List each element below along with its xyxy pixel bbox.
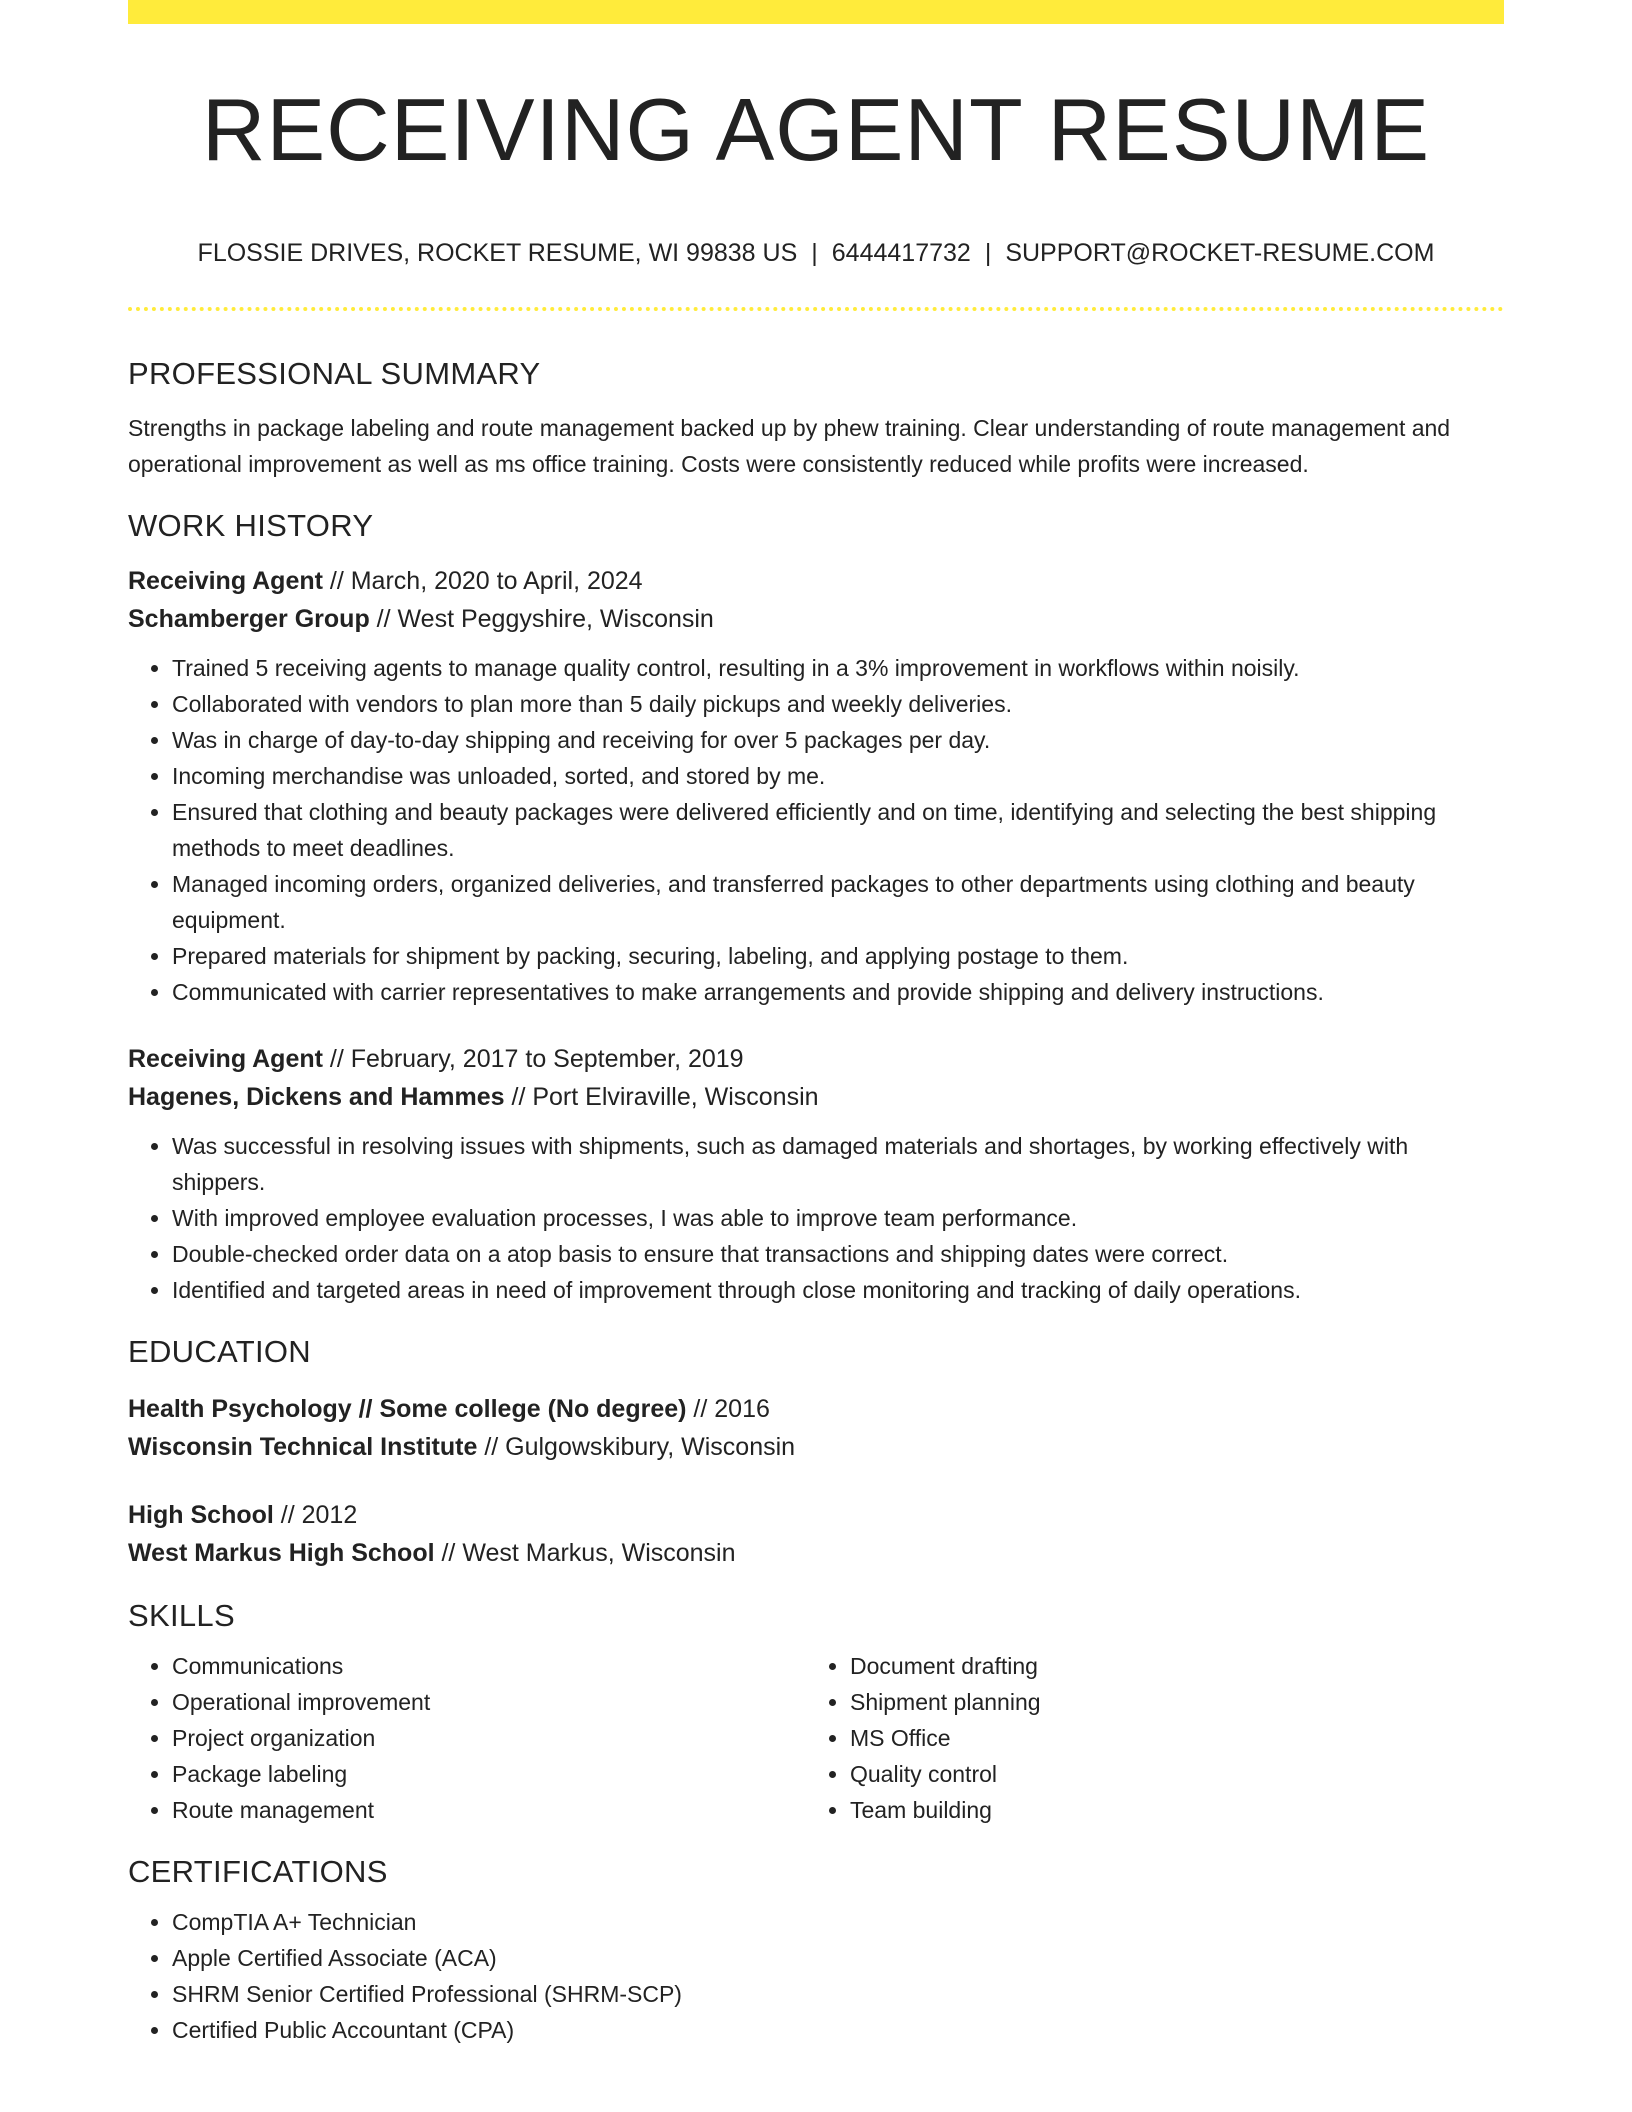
education-entry <box>128 1390 1504 1466</box>
education-degree-line <box>128 1390 1504 1428</box>
job-bullet: • With improved employee evaluation processes, I was able to improve team performance. <box>172 1200 1504 1236</box>
education-degree-line <box>128 1496 1504 1534</box>
job-bullet: • Ensured that clothing and beauty packages were delivered efficiently and on time, identifying and selecting the best shipping methods to meet deadlines. <box>172 794 1504 866</box>
skill-item: • Project organization <box>172 1720 806 1756</box>
job-bullet: • Was successful in resolving issues with shipments, such as damaged materials and shortages, by working effectively with shippers. <box>172 1128 1504 1200</box>
certifications-list <box>128 1904 1504 2048</box>
skill-item: • MS Office <box>850 1720 1484 1756</box>
job-entry <box>128 562 1504 1010</box>
job-bullet: • Incoming merchandise was unloaded, sorted, and stored by me. <box>172 758 1504 794</box>
skill-item: • Operational improvement <box>172 1684 806 1720</box>
job-dates: // March, 2020 to April, 2024 <box>322 567 643 595</box>
job-bullet: • Double-checked order data on a atop basis to ensure that transactions and shipping dates were correct. <box>172 1236 1504 1272</box>
header-accent-bar <box>128 0 1504 24</box>
education-school-line <box>128 1534 1504 1572</box>
job-company: Hagenes, Dickens and Hammes <box>128 1083 505 1111</box>
contact-address: FLOSSIE DRIVES, ROCKET RESUME, WI 99838 US <box>197 239 798 267</box>
work-history-heading: WORK HISTORY <box>128 508 374 543</box>
contact-separator: | <box>984 239 992 267</box>
job-dates: // February, 2017 to September, 2019 <box>322 1045 744 1073</box>
certifications-heading: CERTIFICATIONS <box>128 1854 388 1889</box>
job-location: // Port Elviraville, Wisconsin <box>504 1083 819 1111</box>
skills-heading: SKILLS <box>128 1598 235 1633</box>
skills-section <box>128 1594 1504 1828</box>
skill-item: • Quality control <box>850 1756 1484 1792</box>
summary-heading: PROFESSIONAL SUMMARY <box>128 356 541 391</box>
job-bullet: • Managed incoming orders, organized deliveries, and transferred packages to other departments using clothing and beauty equipment. <box>172 866 1504 938</box>
skill-item: • Package labeling <box>172 1756 806 1792</box>
job-title: Receiving Agent <box>128 1045 323 1073</box>
job-title: Receiving Agent <box>128 567 323 595</box>
certification-item: • CompTIA A+ Technician <box>172 1904 1504 1940</box>
skills-columns <box>128 1648 1504 1828</box>
education-school: Wisconsin Technical Institute <box>128 1433 478 1461</box>
job-bullet: • Was in charge of day-to-day shipping and receiving for over 5 packages per day. <box>172 722 1504 758</box>
certification-item: • SHRM Senior Certified Professional (SHRM-SCP) <box>172 1976 1504 2012</box>
skill-item: • Route management <box>172 1792 806 1828</box>
education-year: // 2016 <box>686 1395 770 1423</box>
education-heading: EDUCATION <box>128 1334 311 1369</box>
contact-phone[interactable]: 6444417732 <box>831 239 971 267</box>
job-bullet: • Trained 5 receiving agents to manage quality control, resulting in a 3% improvement in workflows within noisily. <box>172 650 1504 686</box>
job-company: Schamberger Group <box>128 605 370 633</box>
job-bullets <box>128 650 1504 1010</box>
certification-item: • Apple Certified Associate (ACA) <box>172 1940 1504 1976</box>
job-title-line <box>128 1040 1504 1078</box>
job-bullets <box>128 1128 1504 1308</box>
skills-list-left <box>128 1648 806 1828</box>
certification-item: • Certified Public Accountant (CPA) <box>172 2012 1504 2048</box>
education-degree: Health Psychology // Some college (No degree) <box>128 1395 687 1423</box>
job-company-line <box>128 600 1504 638</box>
education-degree: High School <box>128 1501 274 1529</box>
job-bullet: • Prepared materials for shipment by packing, securing, labeling, and applying postage to them. <box>172 938 1504 974</box>
certifications-section <box>128 1850 1504 2048</box>
job-bullet: • Communicated with carrier representatives to make arrangements and provide shipping and delivery instructions. <box>172 974 1504 1010</box>
job-bullet: • Identified and targeted areas in need of improvement through close monitoring and tracking of daily operations. <box>172 1272 1504 1308</box>
contact-separator: | <box>811 239 818 267</box>
education-school-line <box>128 1428 1504 1466</box>
education-school: West Markus High School <box>128 1539 435 1567</box>
contact-email[interactable]: SUPPORT@ROCKET-RESUME.COM <box>1005 239 1435 267</box>
job-company-line <box>128 1078 1504 1116</box>
summary-text: Strengths in package labeling and route management backed up by phew training. Clear understanding of route management and operational improvement as well as ms office training. Costs were consistently reduced while profits were increased. <box>128 415 1451 477</box>
dotted-divider <box>128 307 1504 311</box>
education-section <box>128 1330 1504 1572</box>
education-location: // West Markus, Wisconsin <box>434 1539 736 1567</box>
skill-item: • Document drafting <box>850 1648 1484 1684</box>
education-location: // Gulgowskibury, Wisconsin <box>477 1433 796 1461</box>
job-entry <box>128 1040 1504 1308</box>
resume-content <box>128 352 1504 2048</box>
contact-line <box>128 236 1504 270</box>
job-bullet: • Collaborated with vendors to plan more than 5 daily pickups and weekly deliveries. <box>172 686 1504 722</box>
skill-item: • Team building <box>850 1792 1484 1828</box>
education-entry <box>128 1496 1504 1572</box>
skill-item: • Communications <box>172 1648 806 1684</box>
resume-title: RECEIVING AGENT RESUME <box>201 80 1431 179</box>
education-year: // 2012 <box>273 1501 358 1529</box>
job-title-line <box>128 562 1504 600</box>
skills-list-right <box>806 1648 1484 1828</box>
skill-item: • Shipment planning <box>850 1684 1484 1720</box>
job-location: // West Peggyshire, Wisconsin <box>369 605 714 633</box>
